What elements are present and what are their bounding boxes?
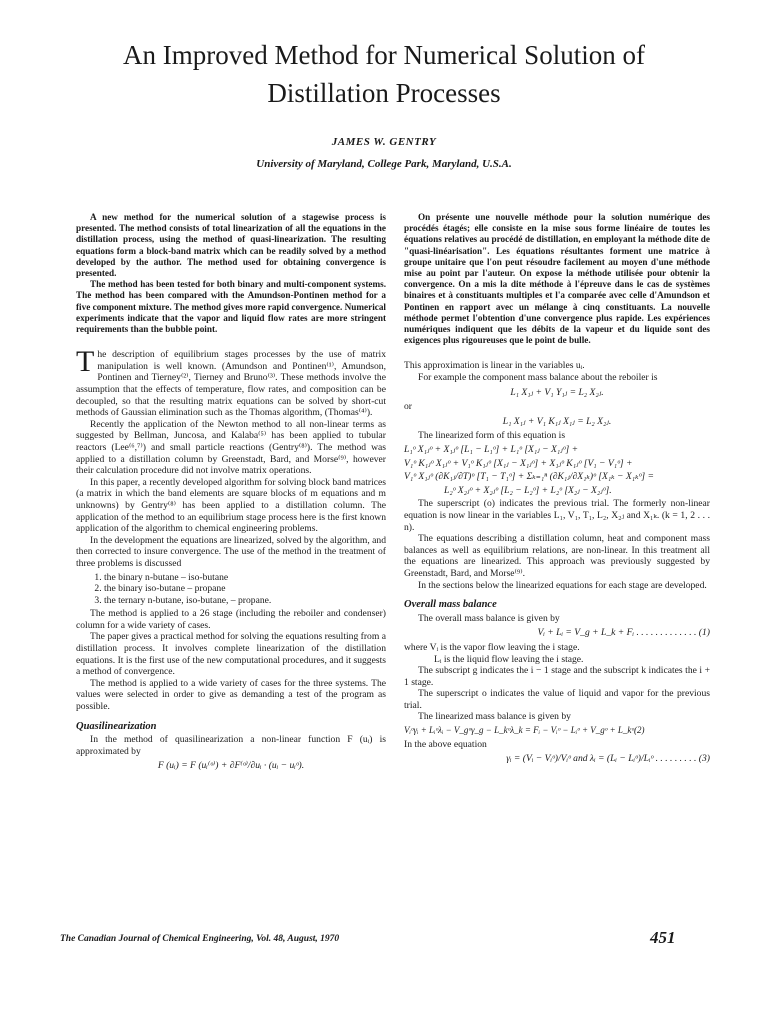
body-paragraph: The linearized mass balance is given by bbox=[418, 711, 571, 723]
body-paragraph: The linearized form of this equation is bbox=[418, 430, 566, 442]
list-item: 3. the ternary n-butane, iso-butane, – propane. bbox=[104, 595, 386, 607]
equation-2: Vᵢᵒγᵢ + Lᵢᵒλᵢ − V_gᵒγ_g − L_kᵒλ_k = Fᵢ − Vᵢᵒ − Lᵢᵒ + V_gᵒ + L_kᵒ(2) bbox=[404, 725, 645, 736]
body-paragraph: The equations describing a distillation column, heat and component mass balances as well as equilibrium relations, are non-linear. In this treatment all the equations are linearized. This approach was previously suggested by Greenstadt, Bard, and Morse⁽⁹⁾. bbox=[404, 533, 710, 579]
page-number: 451 bbox=[650, 928, 676, 947]
body-paragraph: In the method of quasilinearization a non-linear function F (uᵢ) is approximated by bbox=[76, 734, 386, 757]
body-paragraph: The overall mass balance is given by bbox=[418, 612, 560, 624]
body-paragraph: In this paper, a recently developed algorithm for solving block band matrices (a matrix in which the band elements are square blocks of m equations and m unknowns) by Gentry⁽⁸⁾ has been applied to a distillation column. The application of the method to an equilibrium stage process here is the first known application of the algorithm to chemical engineering problems. bbox=[76, 476, 386, 535]
paper-title: An Improved Method for Numerical Solution of Distillation Processes bbox=[123, 40, 645, 108]
or-label: or bbox=[404, 401, 412, 413]
body-paragraph: The superscript (o) indicates the previous trial. The formerly non-linear equation is now linear in the variables L₁, V₁, T₁, L₂, X₂ⱼ and X₁ₖ. (k = 1, 2 . . . n). bbox=[404, 498, 710, 533]
left-column bbox=[76, 212, 386, 775]
body-paragraph: Recently the application of the Newton method to all non-linear terms as suggested by Bellman, Juncosa, and Kalaba⁽⁵⁾ has been applied to tubular reactors (Lee⁽⁶,⁷⁾) and small particle reactions (Gentry⁽⁸⁾). The method was applied to a distillation column by Greenstadt, Bard, and Morse⁽⁹⁾, however their calculation procedure did not involve matrix operations. bbox=[76, 418, 386, 477]
abstract-paragraph: The method has been tested for both binary and multi-component systems. The method has been compared with the Amundson-Pontinen method for a five component mixture. The method gives more rapid convergence. Numerical experiments indicate that the vapor and liquid flow rates are more stringent requirements than the bubble point. bbox=[76, 279, 386, 335]
list-item: 1. the binary n-butane – iso-butane bbox=[104, 572, 386, 584]
body-paragraph: The superscript o indicates the value of liquid and vapor for the previous trial. bbox=[404, 688, 710, 711]
abstract-english bbox=[76, 212, 386, 335]
body-paragraph: Lᵢ is the liquid flow leaving the i stage. bbox=[434, 653, 584, 665]
equation-reboiler-alt: L₁ X₁ⱼ + V₁ K₁ⱼ X₁ⱼ = L₂ X₂ⱼ. bbox=[502, 415, 612, 427]
body-paragraph: where Vᵢ is the vapor flow leaving the i stage. bbox=[404, 641, 580, 653]
list-item: 2. the binary iso-butane – propane bbox=[104, 583, 386, 595]
journal-footer: The Canadian Journal of Chemical Engineering, Vol. 48, August, 1970 bbox=[60, 934, 340, 944]
intro-paragraph: The description of equilibrium stages processes by the use of matrix manipulation is well known. (Amundson and Pontinen⁽¹⁾, Amundson, Pontinen and Tierney⁽²⁾, Tierney and Bruno⁽³⁾. These methods involve the assumption that the effects of temperature, flow rates, and composition can be decoupled, so that the resulting matrix equations can be solved by short-cut methods of Gaussian elimination such as the Thomas algorithm, (Thomas⁽⁴⁾). bbox=[76, 345, 386, 419]
body-paragraph: In the development the equations are linearized, solved by the algorithm, and then corrected to insure convergence. The use of the method in the treatment of three problems is discussed bbox=[76, 534, 386, 569]
body-paragraph: In the sections below the linearized equations for each stage are developed. bbox=[418, 579, 707, 591]
section-heading-overall-mass-balance: Overall mass balance bbox=[404, 599, 497, 611]
abstract-paragraph: A new method for the numerical solution of a stagewise process is presented. The method consists of total linearization of all the equations in the distillation process, using the method of quasi-linearization. The resulting equations form a block-band matrix which can be readily solved by a method developed by the author. The method used for obtaining convergence is presented. bbox=[76, 212, 386, 279]
body-paragraph: The subscript g indicates the i − 1 stage and the subscript k indicates the i + 1 stage. bbox=[404, 665, 710, 688]
equation-linearized: L₁ᵒ X₁ⱼᵒ + X₁ⱼᵒ [L₁ − L₁ᵒ] + L₁ᵒ [X₁ⱼ − X₁ⱼᵒ] + V₁ᵒ K₁ⱼᵒ X₁ⱼᵒ + V₁ᵒ K₁ⱼᵒ [X₁ⱼ − X₁ⱼᵒ] + X₁ⱼᵒ K₁ⱼᵒ [V₁ − V₁ᵒ] + V₁ᵒ X₁ⱼᵒ (∂K₁ⱼ/∂T)ᵒ [T₁ − T₁ᵒ] + Σₖ₌₁ⁿ (∂K₁ⱼ/∂X₁ₖ)ᵒ [X₁ₖ − X₁ₖᵒ] = L₂ᵒ X₂ⱼᵒ + X₂ⱼᵒ [L₂ − L₂ᵒ] + L₂ᵒ [X₂ⱼ − X₂ⱼᵒ]. bbox=[404, 444, 654, 496]
author-affiliation: University of Maryland, College Park, Maryland, U.S.A. bbox=[256, 158, 512, 170]
equation-reboiler: L₁ X₁ⱼ + V₁ Y₁ⱼ = L₂ X₂ⱼ. bbox=[510, 386, 604, 398]
problem-list bbox=[76, 572, 386, 607]
body-paragraph: The paper gives a practical method for solving the equations resulting from a distillation process. It involves complete linearization of the distillation equations. It is the first use of the new computational procedures, and it suggests a method of convergence. bbox=[76, 631, 386, 678]
body-paragraph: In the above equation bbox=[404, 738, 487, 750]
section-heading-quasilinearization: Quasilinearization bbox=[76, 720, 157, 732]
body-paragraph: This approximation is linear in the variables uᵢ. bbox=[404, 360, 585, 372]
drop-cap: T bbox=[76, 345, 95, 379]
equation-3: γᵢ = (Vᵢ − Vᵢᵒ)/Vᵢᵒ and λᵢ = (Lᵢ − Lᵢᵒ)/Lᵢᵒ . . . . . . . . . (3) bbox=[506, 753, 710, 765]
right-column bbox=[404, 212, 710, 768]
equation-quasilinearization: F (uᵢ) = F (uᵢ⁽ᵒ⁾) + ∂F⁽ᵒ⁾/∂uᵢ · (uᵢ − uᵢᵒ). bbox=[157, 760, 305, 772]
body-paragraph: The method is applied to a wide variety of cases for the three systems. The values were selected in order to give as demanding a test of the program as possible. bbox=[76, 677, 386, 713]
equation-1: Vᵢ + Lᵢ = V_g + L_k + Fᵢ . . . . . . . . . . . . . (1) bbox=[537, 627, 710, 639]
body-paragraph: The method is applied to a 26 stage (including the reboiler and condenser) column for a wide variety of cases. bbox=[76, 608, 386, 631]
author-name: JAMES W. GENTRY bbox=[331, 136, 437, 148]
abstract-french: On présente une nouvelle méthode pour la solution numérique des procédés étagés; elle consiste en la mise sous forme linéaire de toutes les équations relatives au procédé de distillation, en employant la méthode dite de "quasi-linéarisation". Les équations résultantes forment une matrice à groupe unitaire que l'on peut résoudre facilement au moyen d'une méthode mise au point par l'auteur. On expose la méthode utilisée pour obtenir la convergence. On a mis la dite méthode à l'épreuve dans le cas de systèmes binaires et à constituants multiples et l'a comparée avec celle d'Amundson et Pontinen en rapport avec un mélange à cinq constituants. La nouvelle méthode permet l'obtention d'une convergence plus rapide. Les expériences numériques indiquent que les débits de la vapeur et du liquide sont des exigences plus rigoureuses que le point de bulle. bbox=[404, 212, 710, 346]
body-paragraph: For example the component mass balance about the reboiler is bbox=[418, 372, 658, 384]
